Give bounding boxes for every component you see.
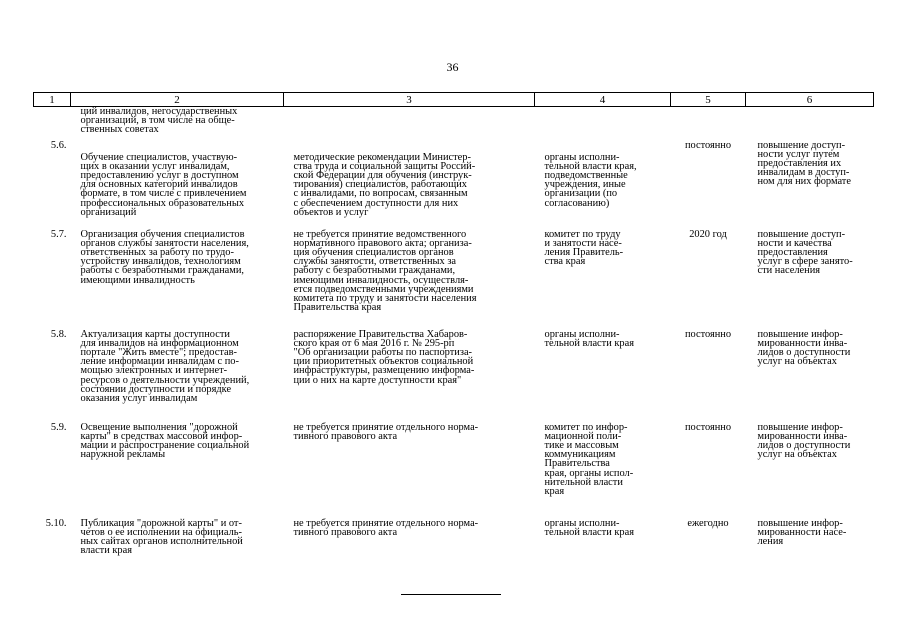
row-number: 5.8. [50, 328, 67, 340]
row-executor: комитет по труду и занятости насе- ления Правитель- ства края [544, 228, 624, 268]
row-executor: органы исполни- тельной власти края [544, 328, 635, 349]
header-row [34, 93, 874, 107]
row-executor: органы исполни- тельной власти края, подведомственные учреждения, иные организации (по согласованию) [544, 151, 637, 209]
row-measure: Обучение специалистов, участвую- щих в оказании услуг инвалидам, предоставлению услуг в доступном для основных категорий инвалидов формате, в том числе с привлечением профессиональных образовательных организаций [80, 151, 247, 218]
table-row [34, 141, 874, 230]
table-row [34, 230, 874, 330]
row-document: распоряжение Правительства Хабаров- ского края от 6 мая 2016 г. № 295-рп "Об организации работы по паспортиза- ции приоритетных объектов социальной инфраструктуры, размещению информа- ции о них на карте доступности края" [293, 328, 475, 386]
page-number: 36 [446, 60, 459, 74]
header-col-2: 2 [71, 93, 284, 107]
row-executor: комитет по инфор- мационной поли- тике и массовым коммуникациям Правительства края, органы испол- нительной власти края [544, 421, 634, 498]
row-period: постоянно [684, 328, 732, 340]
row-document: не требуется принятие отдельного норма- тивного правового акта [293, 421, 479, 442]
row-result: повышение доступ- ности и качества предоставления услуг в сфере занято- сти населения [757, 228, 853, 277]
roadmap-table [33, 92, 874, 571]
row-number: 5.6. [50, 139, 67, 151]
end-divider [401, 594, 501, 595]
row-measure: Публикация "дорожной карты" и от- четов о ее исполнении на официаль- ных сайтах органов исполнительной власти края [80, 517, 243, 557]
row-document: методические рекомендации Министер- ства труда и социальной защиты Россий- ской Федерации для обучения (инструк- тирования) специалистов, работающих с инвалидами, по вопросам, связанным с обеспечением доступности для них объектов и услуг [293, 151, 476, 218]
header-col-6: 6 [746, 93, 874, 107]
row-period: 2020 год [689, 228, 727, 240]
table-row [34, 330, 874, 423]
row-measure: Освещение выполнения "дорожной карты" в средствах массовой инфор- мации и распространение социальной наружной рекламы [80, 421, 250, 461]
row-measure: Актуализация карты доступности для инвалидов на информационном портале "Жить вместе"; предостав- ление информации инвалидам с по- мощью электронных и интернет- ресурсов о деятельности учреждений, состоянии доступности и порядке оказания услуг инвалидам [80, 328, 250, 405]
row-result: повышение инфор- мированности инва- лидов о доступности услуг на объектах [757, 421, 851, 461]
header-col-5: 5 [671, 93, 746, 107]
row-measure: ций инвалидов, негосударственных организаций, в том числе на обще- ственных советах [80, 106, 238, 136]
row-result [746, 107, 874, 141]
header-col-3: 3 [284, 93, 535, 107]
row-result: повышение инфор- мированности насе- ления [757, 517, 847, 548]
header-col-4: 4 [535, 93, 671, 107]
row-document [284, 107, 535, 141]
row-period: ежегодно [687, 517, 729, 529]
row-number: 5.10. [45, 517, 67, 529]
row-period: постоянно [684, 139, 732, 151]
row-measure: Организация обучения специалистов органов службы занятости населения, ответственных за работу по трудо- устройству инвалидов, технологиям работы с безработными гражданами, имеющими инвалидность [80, 228, 249, 286]
table-row [34, 519, 874, 571]
row-number: 5.7. [50, 228, 67, 240]
row-executor [535, 107, 671, 141]
row-result: повышение доступ- ности услуг путем предоставления их инвалидам в доступ- ном для них формате [757, 139, 851, 188]
row-document: не требуется принятие отдельного норма- тивного правового акта [293, 517, 479, 538]
row-number: 5.9. [50, 421, 67, 433]
row-document: не требуется принятие ведомственного нормативного правового акта; организа- ция обучения специалистов органов службы занятости, ответственных за работу с безработными гражданами, имеющими инвалидность, осуществля- ется подведомственными учреждениями комитета по труду и занятости населения Правительства края [293, 228, 477, 314]
row-result: повышение инфор- мированности инва- лидов о доступности услуг на объектах [757, 328, 851, 368]
row-executor: органы исполни- тельной власти края [544, 517, 635, 538]
header-col-1: 1 [34, 93, 71, 107]
row-period [671, 107, 746, 141]
table-row [34, 423, 874, 519]
table-header [34, 93, 874, 107]
table-row-continuation [34, 107, 874, 141]
row-period: постоянно [684, 421, 732, 433]
row-number [34, 107, 71, 141]
